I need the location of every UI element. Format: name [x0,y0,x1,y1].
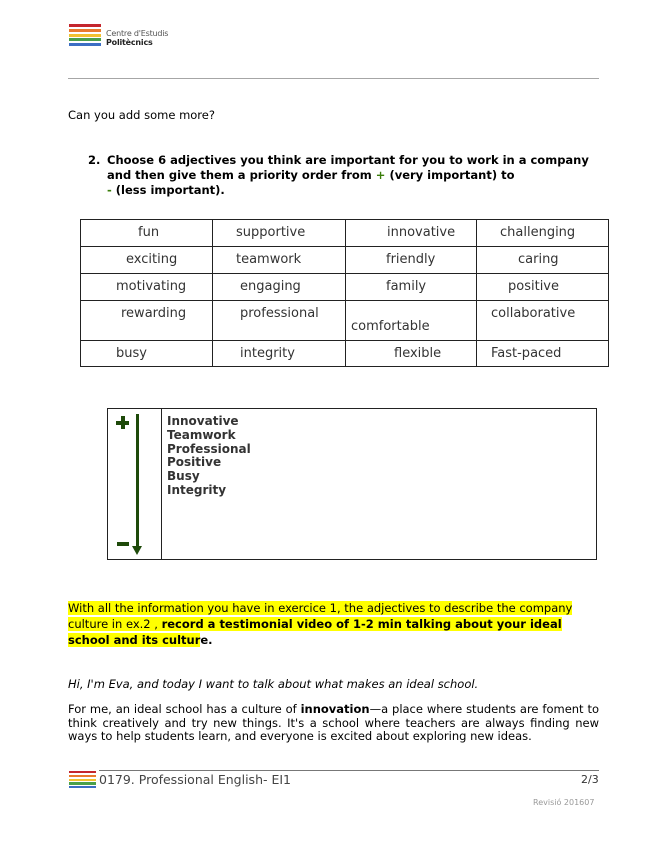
adjective-cell: comfortable [351,319,430,334]
list-item: Positive [167,455,222,470]
list-item: Busy [167,469,200,484]
exercise-instructions [107,153,607,198]
video-task [68,600,599,648]
footer-title: 0179. Professional English- EI1 [99,772,292,787]
list-item: Teamwork [167,427,236,442]
exercise-text-2: (very important) to [389,168,515,182]
adjective-cell: friendly [386,252,436,267]
example-answer [68,703,599,744]
task-end-text: e. [200,633,213,647]
adjectives-table [80,219,609,367]
footer-logo-stripes [69,771,96,790]
task-bold-text: record a testimonial video of 1-2 min talking about your ideal school and its cultur [68,617,562,647]
answer-bold: innovation [300,702,370,716]
adjective-cell: busy [116,346,147,361]
exercise-text-3: (less important). [115,183,225,197]
down-arrow-icon [136,414,139,548]
adjective-cell: teamwork [236,252,302,267]
revision-label: Revisió 201607 [533,798,595,807]
table-row [81,220,609,247]
footer-divider [99,770,599,771]
adjective-cell: positive [508,279,559,294]
list-item: Professional [167,441,251,456]
priority-divider [161,408,162,560]
exercise-number: 2. [88,153,101,167]
answer-text-rest: —a place where students are foment to think creatively and try new things. It's a school where teachers are always finding new ways to help students learn, and everyone is excited about exploring new ideas. [68,702,599,743]
logo-line1: Centre d'Estudis [106,29,169,38]
adjective-cell: innovative [387,225,456,240]
answer-text-start: For me, an ideal school has a culture of [68,702,301,716]
list-item: Innovative [167,414,239,428]
header-divider [68,78,599,79]
logo-text [106,29,168,47]
plus-sign: + [375,168,386,182]
add-more-question: Can you add some more? [68,108,215,122]
adjective-cell: fun [138,225,160,240]
adjective-cell: caring [518,252,559,267]
adjective-cell: flexible [394,346,442,361]
adjective-cell: motivating [116,279,187,294]
list-item: Integrity [167,482,227,497]
adjective-cell: rewarding [121,306,187,321]
logo-line2: Politècnics [106,38,153,47]
exercise-text-1: Choose 6 adjectives you think are important for you to work in a company and then give them a priority order from [107,153,589,182]
page-number: 2/3 [581,773,599,786]
logo-stripes [69,24,101,48]
plus-icon [116,416,129,429]
table-row [81,247,609,274]
adjective-cell: challenging [500,225,576,240]
adjective-cell: exciting [126,252,178,267]
arrow-head-icon [132,546,142,555]
table-row [81,274,609,301]
adjective-cell: family [386,279,427,294]
adjective-cell: integrity [240,346,295,361]
adjective-cell: collaborative [491,306,576,321]
task-text: With all the information you have in exercice 1, the adjectives to describe the company culture in ex.2 , [68,601,573,631]
example-intro: Hi, I'm Eva, and today I want to talk about what makes an ideal school. [68,677,479,691]
minus-sign: - [107,183,112,197]
adjective-cell: Fast-paced [491,346,562,361]
adjective-cell: professional [240,306,319,321]
adjective-cell: supportive [236,225,306,240]
table-row [81,341,609,367]
adjective-cell: engaging [240,279,301,294]
priority-list [167,415,251,498]
table-row [81,301,609,341]
minus-icon [117,542,129,546]
